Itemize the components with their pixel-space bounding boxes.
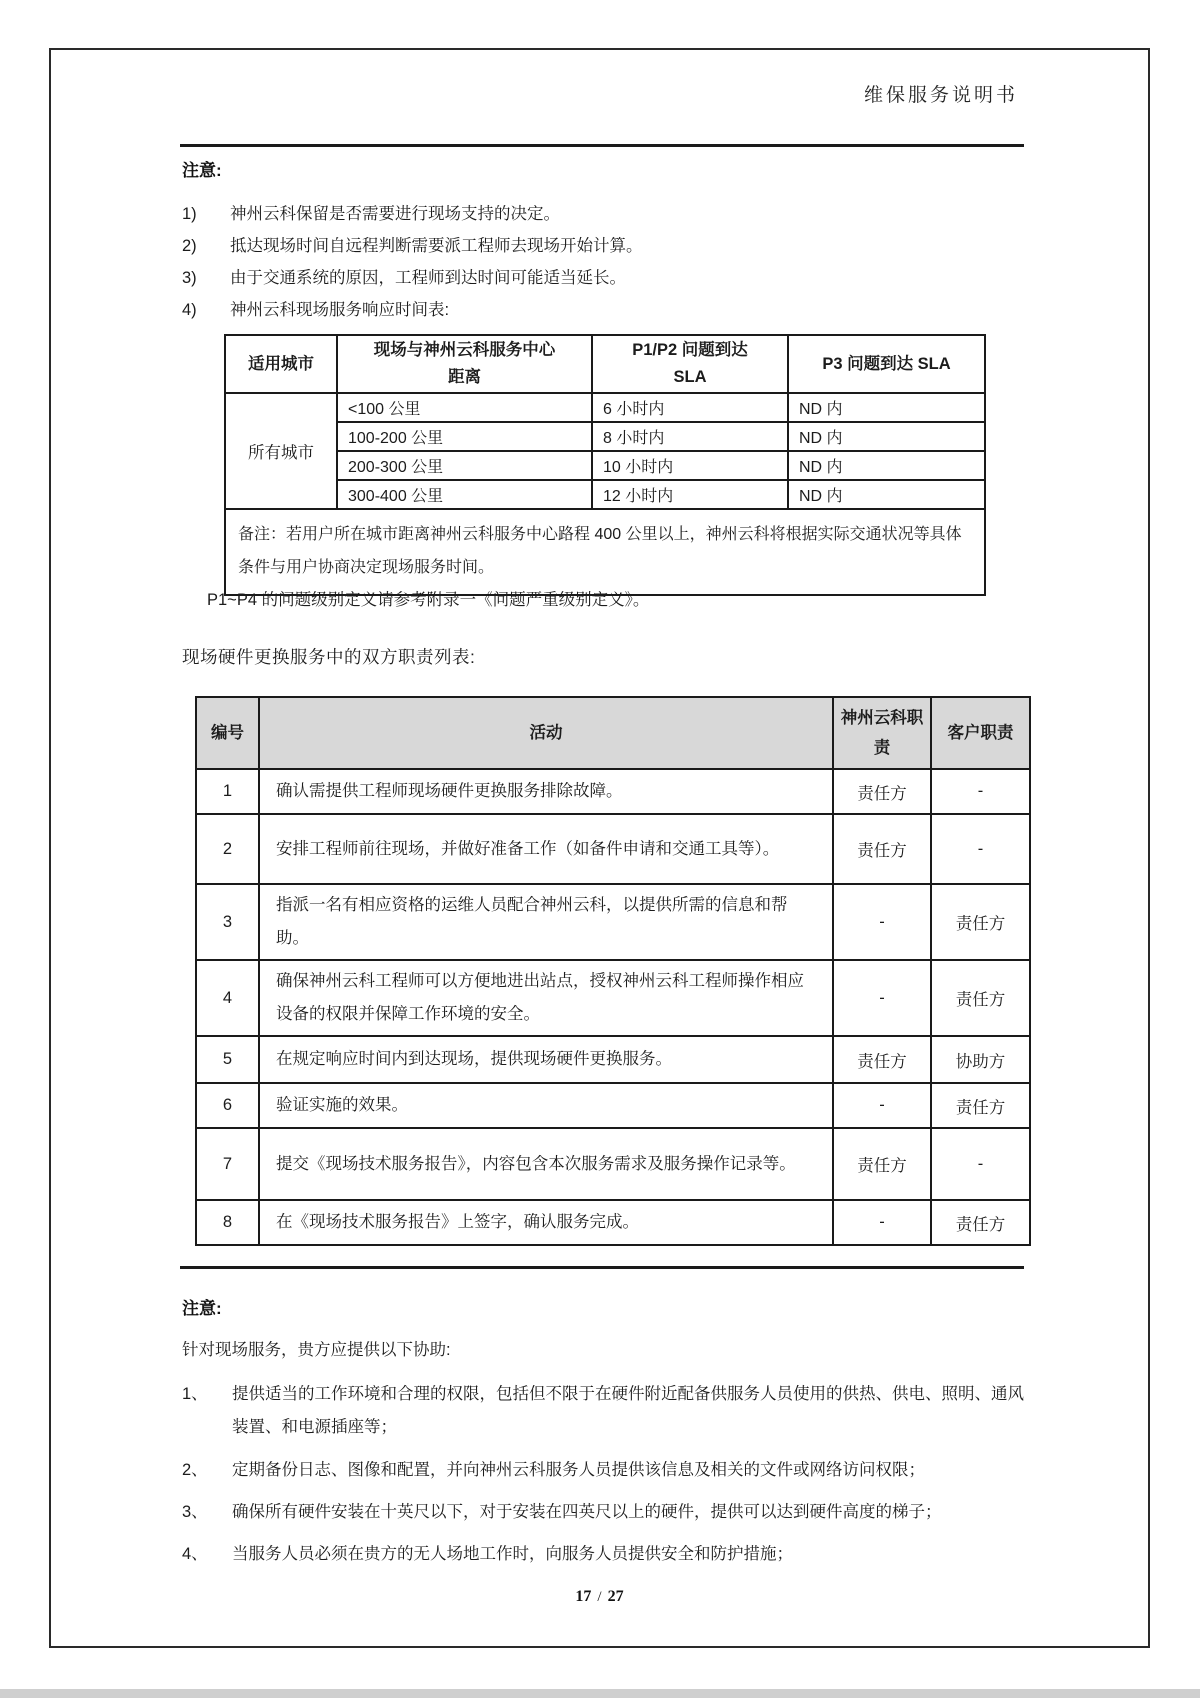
- distance-cell: 200-300 公里: [337, 451, 592, 480]
- current-page: 17: [575, 1588, 592, 1605]
- col-header-p1p2-sla: P1/P2 问题到达 SLA: [592, 335, 788, 393]
- scan-edge-strip: [0, 1689, 1200, 1698]
- page-frame: [49, 48, 1150, 1648]
- customer-duty-cell: 协助方: [931, 1036, 1030, 1083]
- priority-definition-note: P1~P4 的问题级别定义请参考附录一《问题严重级别定义》。: [207, 591, 650, 609]
- list-item-number: 1、: [182, 1385, 208, 1403]
- distance-cell: 100-200 公里: [337, 422, 592, 451]
- list-item: [182, 230, 1022, 262]
- table-row: [196, 1083, 1030, 1128]
- page-number: [51, 1588, 1148, 1606]
- notice-bottom-label: 注意:: [182, 1299, 222, 1318]
- table-row: [225, 451, 985, 480]
- table-header-row: [196, 697, 1030, 769]
- activity-cell: 验证实施的效果。: [259, 1083, 833, 1128]
- city-cell: 所有城市: [225, 393, 337, 509]
- row-number: 2: [196, 814, 259, 884]
- remark-cell: 备注：若用户所在城市距离神州云科服务中心路程 400 公里以上，神州云科将根据实际交通状况等具体条件与用户协商决定现场服务时间。: [225, 509, 985, 595]
- notice-bottom-intro: 针对现场服务，贵方应提供以下协助:: [182, 1341, 451, 1359]
- col-header-vendor-duty: 神州云科职责: [833, 697, 931, 769]
- table-header-row: [225, 335, 985, 393]
- list-item-number: 2): [182, 237, 197, 255]
- page-separator: /: [597, 1589, 602, 1605]
- header-divider-rule: [180, 144, 1024, 147]
- p3-cell: ND 内: [788, 480, 985, 509]
- list-item: [182, 1496, 1032, 1529]
- customer-duty-cell: 责任方: [931, 1083, 1030, 1128]
- customer-duty-cell: 责任方: [931, 884, 1030, 960]
- col-header-customer-duty: 客户职责: [931, 697, 1030, 769]
- document-header-title: 维保服务说明书: [863, 85, 1018, 106]
- table-row: [196, 814, 1030, 884]
- row-number: 6: [196, 1083, 259, 1128]
- row-number: 3: [196, 884, 259, 960]
- responsibility-table: [195, 696, 1031, 1246]
- list-item-text: 神州云科保留是否需要进行现场支持的决定。: [230, 205, 560, 223]
- list-item-text: 当服务人员必须在贵方的无人场地工作时，向服务人员提供安全和防护措施；: [232, 1545, 793, 1563]
- vendor-duty-cell: 责任方: [833, 1128, 931, 1200]
- activity-cell: 确保神州云科工程师可以方便地进出站点，授权神州云科工程师操作相应设备的权限并保障工作环境的安全。: [259, 960, 833, 1036]
- vendor-duty-cell: -: [833, 884, 931, 960]
- vendor-duty-cell: 责任方: [833, 1036, 931, 1083]
- list-item-text: 确保所有硬件安装在十英尺以下，对于安装在四英尺以上的硬件，提供可以达到硬件高度的梯子；: [232, 1503, 942, 1521]
- list-item: [182, 1538, 1032, 1571]
- vendor-duty-cell: 责任方: [833, 769, 931, 814]
- table-row: [225, 422, 985, 451]
- p3-cell: ND 内: [788, 393, 985, 422]
- list-item-text: 定期备份日志、图像和配置，并向神州云科服务人员提供该信息及相关的文件或网络访问权限；: [232, 1461, 925, 1479]
- list-item-number: 1): [182, 205, 197, 223]
- p1p2-cell: 6 小时内: [592, 393, 788, 422]
- list-item-text: 抵达现场时间自远程判断需要派工程师去现场开始计算。: [230, 237, 643, 255]
- customer-duty-cell: 责任方: [931, 1200, 1030, 1245]
- total-pages: 27: [607, 1588, 624, 1605]
- row-number: 1: [196, 769, 259, 814]
- row-number: 8: [196, 1200, 259, 1245]
- list-item: [182, 198, 1022, 230]
- p3-cell: ND 内: [788, 422, 985, 451]
- activity-cell: 在规定响应时间内到达现场，提供现场硬件更换服务。: [259, 1036, 833, 1083]
- customer-duty-cell: -: [931, 814, 1030, 884]
- list-item-number: 4、: [182, 1545, 208, 1563]
- activity-cell: 指派一名有相应资格的运维人员配合神州云科，以提供所需的信息和帮助。: [259, 884, 833, 960]
- activity-cell: 提交《现场技术服务报告》，内容包含本次服务需求及服务操作记录等。: [259, 1128, 833, 1200]
- notice-top-label: 注意:: [182, 161, 222, 180]
- distance-cell: 300-400 公里: [337, 480, 592, 509]
- col-header-city: 适用城市: [225, 335, 337, 393]
- col-header-activity: 活动: [259, 697, 833, 769]
- table-row: [225, 393, 985, 422]
- table-row: [225, 480, 985, 509]
- customer-duty-cell: 责任方: [931, 960, 1030, 1036]
- list-item: [182, 1378, 1032, 1444]
- notice-top-list: [182, 198, 1022, 326]
- col-header-no: 编号: [196, 697, 259, 769]
- list-item-number: 2、: [182, 1461, 208, 1479]
- table-row: [196, 960, 1030, 1036]
- list-item-text: 提供适当的工作环境和合理的权限，包括但不限于在硬件附近配备供服务人员使用的供热、供电、照明、通风装置、和电源插座等；: [232, 1385, 1024, 1436]
- vendor-duty-cell: -: [833, 960, 931, 1036]
- section-divider-rule: [180, 1266, 1024, 1269]
- list-item: [182, 294, 1022, 326]
- p1p2-cell: 12 小时内: [592, 480, 788, 509]
- vendor-duty-cell: -: [833, 1200, 931, 1245]
- col-header-distance: 现场与神州云科服务中心距离: [337, 335, 592, 393]
- activity-cell: 确认需提供工程师现场硬件更换服务排除故障。: [259, 769, 833, 814]
- section-title: 现场硬件更换服务中的双方职责列表:: [182, 647, 476, 667]
- list-item: [182, 262, 1022, 294]
- list-item-text: 神州云科现场服务响应时间表:: [230, 301, 450, 319]
- row-number: 5: [196, 1036, 259, 1083]
- table-row: [196, 1128, 1030, 1200]
- sla-response-table: [224, 334, 986, 596]
- table-remark-row: [225, 509, 985, 595]
- list-item-number: 3): [182, 269, 197, 287]
- vendor-duty-cell: 责任方: [833, 814, 931, 884]
- p3-cell: ND 内: [788, 451, 985, 480]
- table-row: [196, 769, 1030, 814]
- customer-duty-cell: -: [931, 1128, 1030, 1200]
- table-row: [196, 1036, 1030, 1083]
- activity-cell: 安排工程师前往现场，并做好准备工作（如备件申请和交通工具等）。: [259, 814, 833, 884]
- list-item-number: 3、: [182, 1503, 208, 1521]
- p1p2-cell: 8 小时内: [592, 422, 788, 451]
- vendor-duty-cell: -: [833, 1083, 931, 1128]
- customer-duty-cell: -: [931, 769, 1030, 814]
- list-item-number: 4): [182, 301, 197, 319]
- table-row: [196, 884, 1030, 960]
- list-item: [182, 1454, 1032, 1487]
- row-number: 7: [196, 1128, 259, 1200]
- table-row: [196, 1200, 1030, 1245]
- p1p2-cell: 10 小时内: [592, 451, 788, 480]
- distance-cell: <100 公里: [337, 393, 592, 422]
- col-header-p3-sla: P3 问题到达 SLA: [788, 335, 985, 393]
- activity-cell: 在《现场技术服务报告》上签字，确认服务完成。: [259, 1200, 833, 1245]
- list-item-text: 由于交通系统的原因，工程师到达时间可能适当延长。: [230, 269, 626, 287]
- row-number: 4: [196, 960, 259, 1036]
